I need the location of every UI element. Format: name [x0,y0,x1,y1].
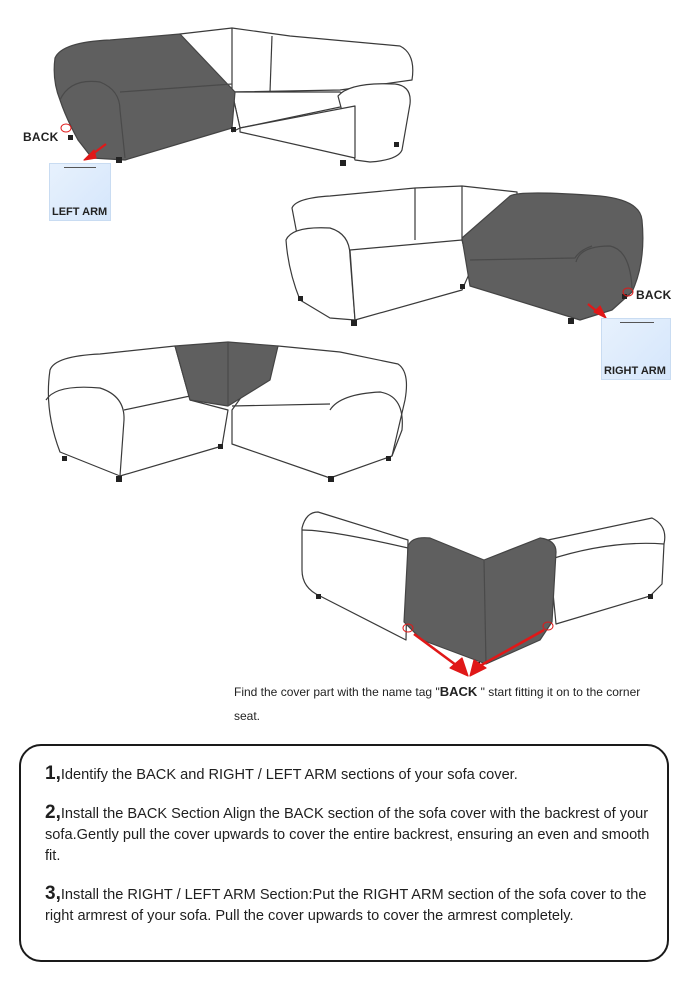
sofa-3 [46,342,406,482]
right-arm-tag [601,318,671,380]
sofa-4 [302,512,665,676]
step-text: Install the RIGHT / LEFT ARM Section:Put the RIGHT ARM section of the sofa cover to the right armrest of your sofa. Pull the cover upwards to cover the armrest completely. [45,887,647,924]
back-label-1: BACK [23,130,59,144]
sofa-1 [54,28,413,166]
step-number: 2, [45,802,61,823]
tag-stitch-line [64,167,96,168]
step-number: 3, [45,883,61,904]
caption-bold: BACK [439,684,478,699]
step-2 [45,802,657,867]
caption-after: " start fitting it on to the corner seat. [234,685,641,723]
sofa-2 [286,186,643,326]
step-3 [45,883,657,927]
caption-before: Find the cover part with the name tag " [234,685,440,699]
left-arm-tag [49,163,111,221]
step-1 [45,763,657,786]
step-text: Identify the BACK and RIGHT / LEFT ARM sections of your sofa cover. [60,767,518,783]
tag-stitch-line [620,322,654,323]
step-number: 1, [45,763,61,784]
back-label-2: BACK [636,288,672,302]
right-arm-label: RIGHT ARM [604,365,666,377]
left-arm-label: LEFT ARM [52,206,108,218]
instructions-box [19,744,669,962]
caption-text [234,680,664,728]
step-text: Install the BACK Section Align the BACK section of the sofa cover with the backrest of your sofa.Gently pull the cover upwards to cover the entire backrest, ensuring an even and smooth fit. [45,806,650,864]
